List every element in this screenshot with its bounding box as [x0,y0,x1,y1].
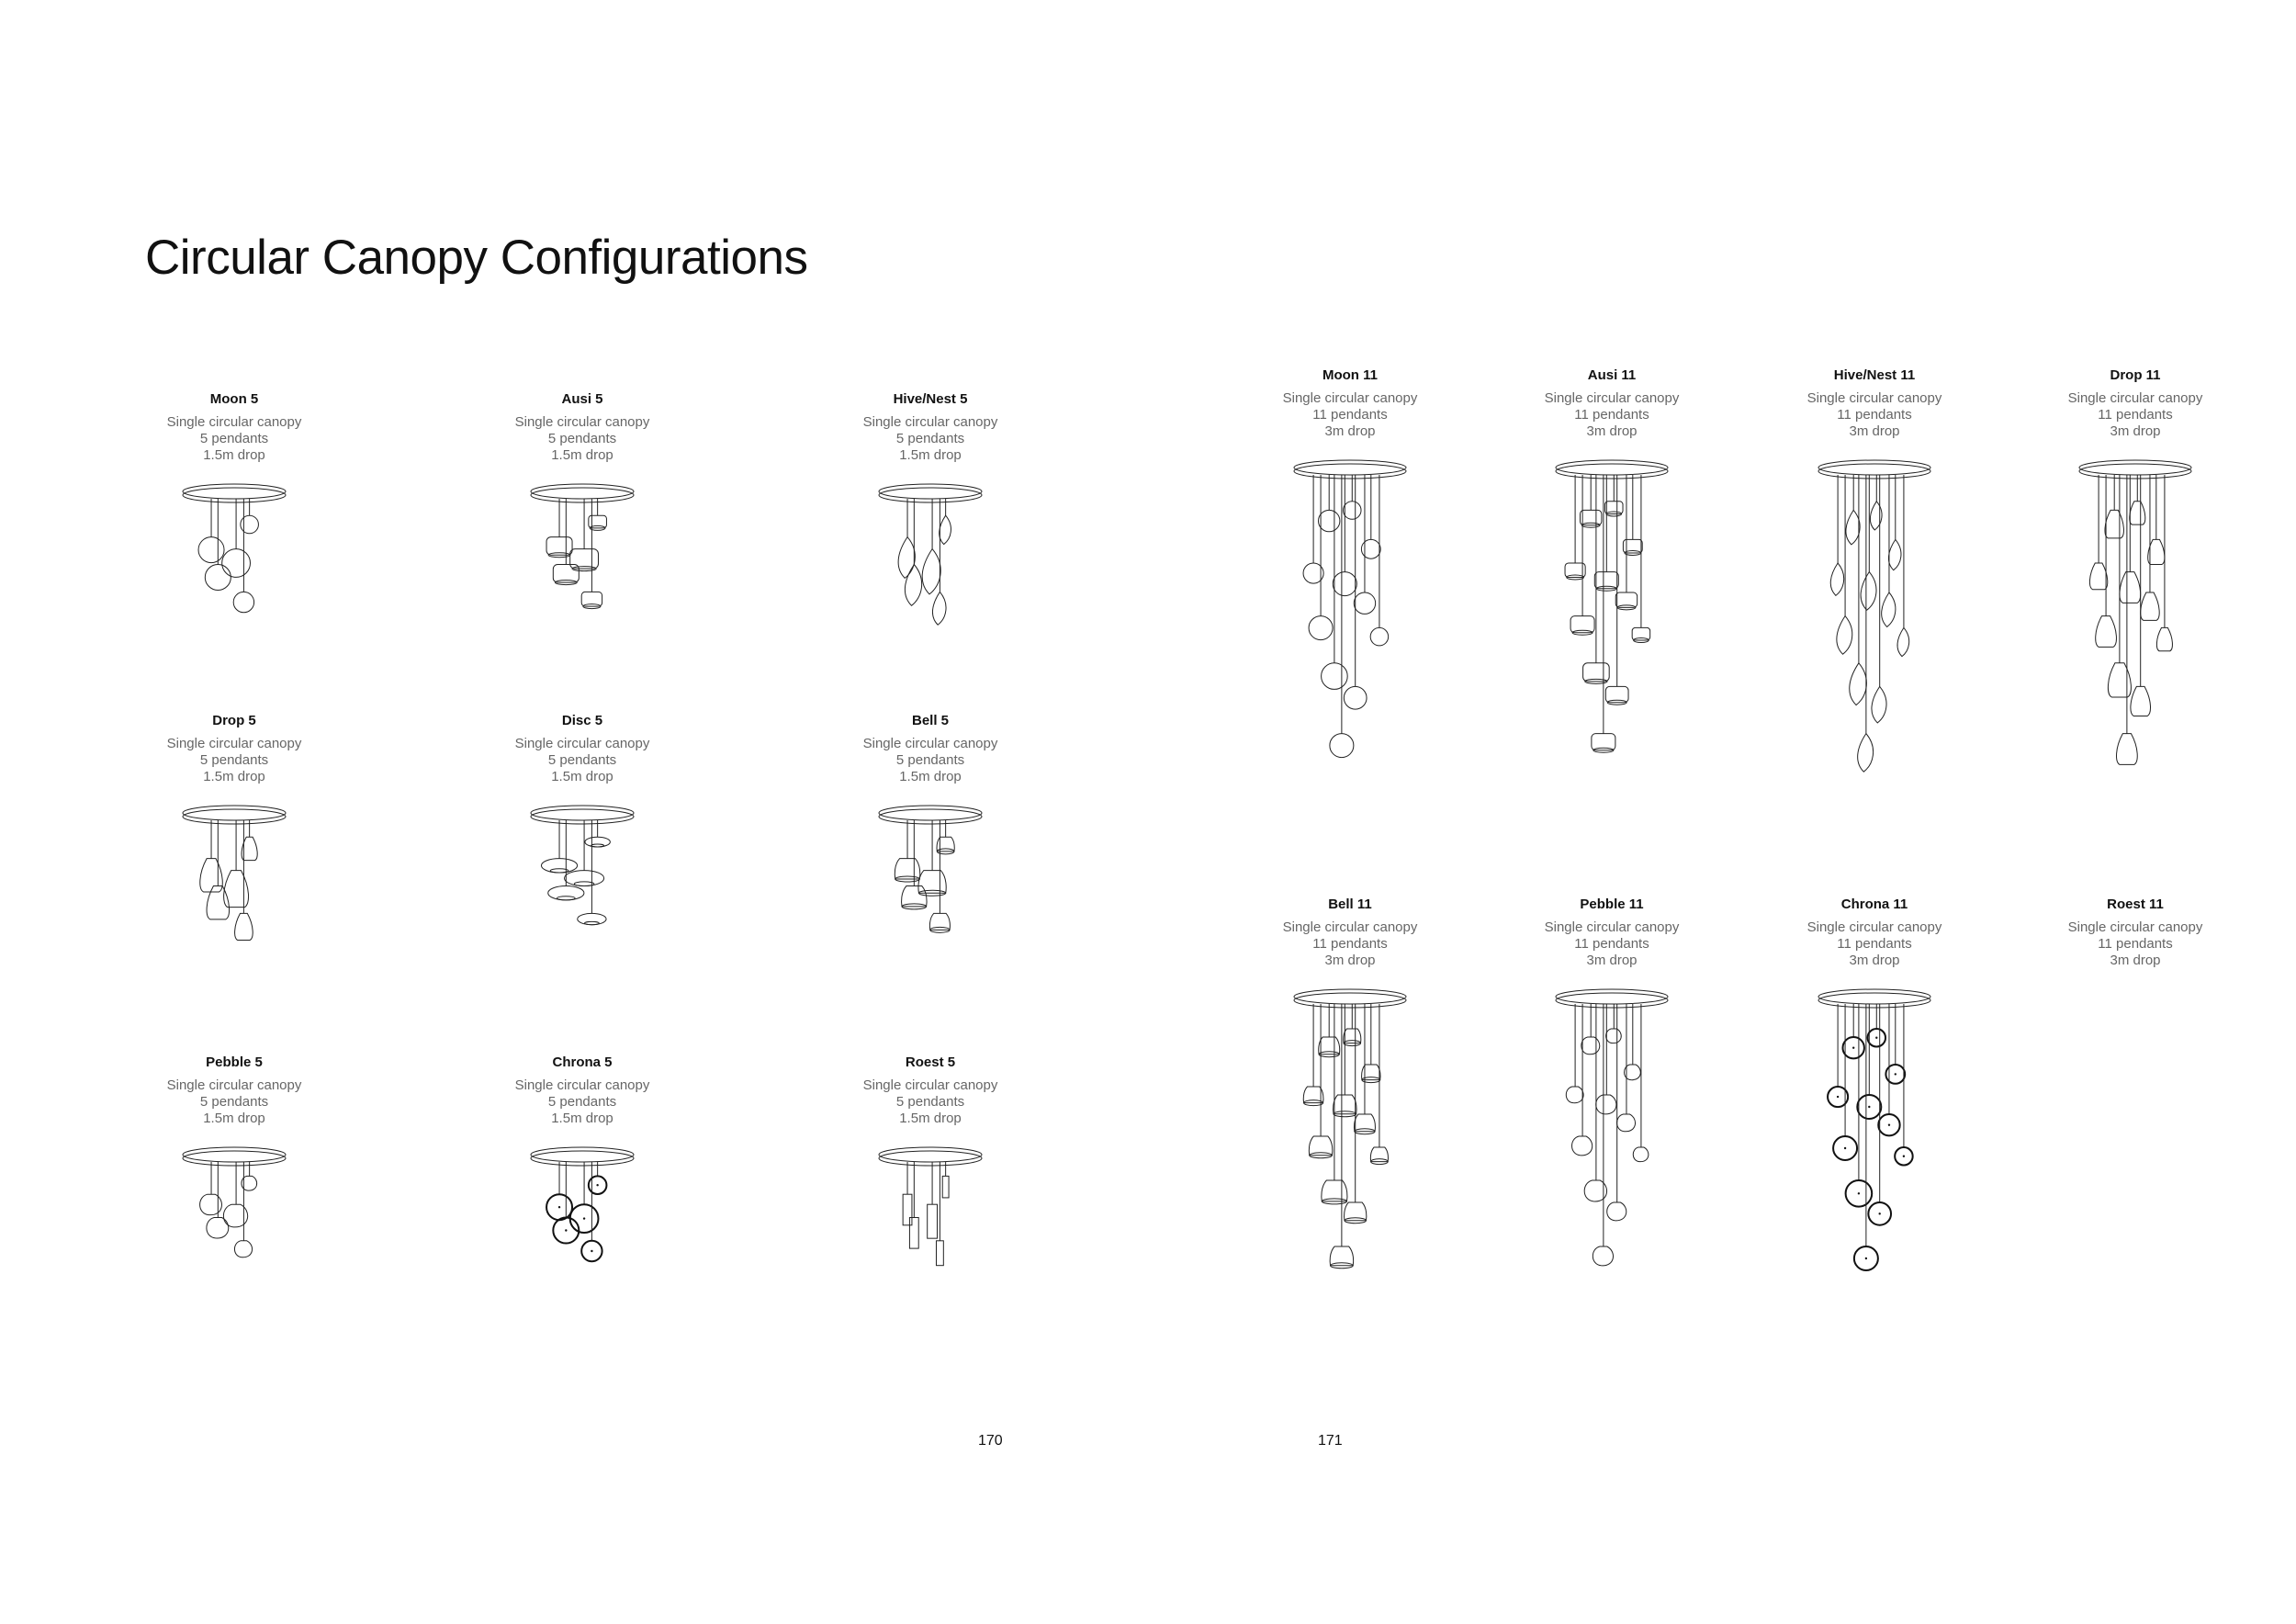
ausi-pendant [1594,572,1618,592]
disc-pendant [578,913,606,924]
drop-pendant [2096,616,2117,648]
roest-illustration [875,1145,985,1311]
config-line1: Single circular canopy [862,736,998,751]
config-line2: 11 pendants [1312,407,1388,423]
bell-pendant [1344,1029,1361,1046]
ausi-pendant [546,537,572,558]
hive-pendant [922,549,940,594]
config-line2: 5 pendants [547,1094,617,1110]
config-line3: 1.5m drop [203,447,265,463]
config-disc-5 [445,712,720,987]
drop-pendant [2131,686,2151,716]
moon-pendant [205,565,231,591]
canopy [531,484,634,499]
page-title: Circular Canopy Configurations [145,231,808,285]
page-number-right: 171 [1318,1433,1343,1449]
ausi-pendant [1615,592,1637,610]
config-line3: 3m drop [2110,953,2161,968]
config-line2: 11 pendants [2098,407,2173,423]
config-name: Chrona 11 [1840,897,1908,912]
config-line1: Single circular canopy [1282,919,1418,935]
drop-pendant [2089,563,2107,590]
config-line2: 11 pendants [1312,936,1388,952]
config-line1: Single circular canopy [1544,919,1680,935]
config-pebble-5 [96,1054,372,1311]
chrona-pendant [1843,1037,1864,1058]
bell-illustration [1290,987,1410,1327]
pebble-illustration [1552,987,1671,1327]
config-description [793,736,1068,785]
roest-pendant [909,1218,918,1249]
canopy [2079,460,2191,475]
config-name: Ausi 11 [1587,367,1637,383]
canopy [1294,989,1406,1004]
drop-pendant [2105,510,2123,537]
config-line2: 5 pendants [199,1094,269,1110]
config-line1: Single circular canopy [862,1077,998,1093]
bell-pendant [918,871,946,897]
bell-pendant [929,913,950,932]
canopy [531,1147,634,1162]
moon-pendant [233,592,253,612]
config-line3: 3m drop [1324,953,1376,968]
chrona-pendant [1878,1114,1899,1135]
page-number-left: 170 [978,1433,1003,1449]
config-line3: 1.5m drop [203,769,265,784]
ausi-pendant [1632,627,1650,642]
hive-pendant [1850,663,1867,705]
config-line1: Single circular canopy [2067,390,2203,406]
config-line2: 5 pendants [547,431,617,446]
moon-pendant [1344,502,1362,520]
canopy [1294,460,1406,475]
config-description [1474,919,1750,969]
config-line3: 3m drop [1849,423,1900,439]
chrona-pendant [1833,1136,1857,1160]
config-bell-11 [1212,896,1488,1327]
config-line2: 11 pendants [2098,936,2173,952]
hive-pendant [1872,686,1886,723]
config-line3: 3m drop [2110,423,2161,439]
config-line3: 3m drop [1586,423,1638,439]
config-name: Moon 11 [1322,367,1378,383]
bell-pendant [1309,1136,1333,1158]
moon-pendant [1370,627,1389,646]
chrona-pendant [1868,1029,1886,1047]
config-description [1212,919,1488,969]
roest-pendant [942,1176,949,1198]
config-description [96,414,372,464]
pebble-pendant [1593,1246,1613,1266]
canopy [183,1147,286,1162]
hive-pendant [1837,616,1852,655]
config-line2: 5 pendants [895,752,965,768]
config-description [445,1077,720,1127]
moon-pendant [198,537,224,563]
canopy [1818,989,1930,1004]
drop-pendant [2108,663,2131,697]
chrona-pendant [1857,1095,1881,1119]
drop-pendant [207,886,229,919]
pebble-pendant [1617,1114,1636,1132]
config-line1: Single circular canopy [166,414,302,430]
disc-illustration [527,804,637,987]
canopy [183,806,286,820]
config-description [96,736,372,785]
moon-pendant [1344,686,1367,709]
config-name: Moon 5 [209,391,259,407]
drop-illustration [2076,458,2195,817]
config-line3: 3m drop [1586,953,1638,968]
config-line3: 1.5m drop [551,447,613,463]
chrona-pendant [570,1204,599,1233]
ausi-illustration [1552,458,1671,817]
moon-pendant [1309,616,1333,640]
ausi-illustration [527,482,637,666]
config-chrona-11 [1737,896,2012,1327]
moon-illustration [1290,458,1410,817]
config-name: Bell 11 [1328,897,1372,912]
config-description [96,1077,372,1127]
hive-pendant [940,515,951,544]
config-line1: Single circular canopy [166,1077,302,1093]
bell-pendant [1334,1095,1357,1117]
pebble-pendant [1581,1037,1600,1054]
config-description [445,736,720,785]
config-line2: 5 pendants [895,431,965,446]
config-line2: 11 pendants [1574,407,1649,423]
config-description [1212,390,1488,440]
hive-pendant [898,537,915,579]
bell-pendant [895,859,919,882]
pebble-illustration [179,1145,289,1311]
chrona-pendant [546,1194,572,1220]
config-line3: 1.5m drop [551,769,613,784]
chrona-pendant [1868,1202,1891,1225]
pebble-pendant [1572,1136,1593,1156]
chrona-pendant [1846,1180,1873,1207]
config-line1: Single circular canopy [2067,919,2203,935]
ausi-pendant [1605,502,1624,516]
canopy [1818,460,1930,475]
ausi-pendant [1581,510,1602,527]
config-name: Pebble 11 [1580,897,1644,912]
canopy [183,484,286,499]
config-line2: 5 pendants [199,431,269,446]
config-line1: Single circular canopy [1806,919,1942,935]
pebble-pendant [1633,1147,1649,1162]
config-line1: Single circular canopy [166,736,302,751]
bell-pendant [1330,1246,1354,1269]
drop-pendant [2130,502,2145,524]
hive-pendant [1897,627,1909,656]
drop-pendant [2141,592,2159,620]
disc-pendant [548,886,584,900]
moon-pendant [1354,592,1375,614]
config-description [1737,390,2012,440]
bell-pendant [1322,1180,1347,1204]
bell-pendant [1319,1037,1340,1057]
config-hive-nest-5 [793,390,1068,666]
config-line2: 11 pendants [1837,936,1912,952]
moon-pendant [1330,734,1354,758]
config-line1: Single circular canopy [514,1077,650,1093]
hive-pendant [1861,572,1876,611]
hive-illustration [875,482,985,666]
config-chrona-5 [445,1054,720,1311]
roest-pendant [903,1194,912,1225]
bell-illustration [875,804,985,987]
moon-pendant [1333,572,1356,596]
canopy [1556,989,1668,1004]
drop-illustration [179,804,289,987]
config-roest-5 [793,1054,1068,1311]
roest-pendant [936,1241,943,1266]
ausi-pendant [1570,616,1594,636]
disc-pendant [585,837,610,847]
canopy [879,484,982,499]
bell-pendant [1354,1114,1375,1134]
bell-pendant [1370,1147,1388,1165]
chrona-pendant [1895,1147,1913,1166]
config-bell-5 [793,712,1068,987]
drop-pendant [235,913,253,940]
config-moon-5 [96,390,372,666]
config-description [793,1077,1068,1127]
config-line3: 3m drop [1324,423,1376,439]
bell-pendant [1345,1202,1367,1224]
ausi-pendant [570,549,599,571]
config-name: Ausi 5 [561,391,603,407]
config-description [1474,390,1750,440]
drop-pendant [200,859,222,892]
moon-pendant [241,515,259,534]
config-name: Disc 5 [561,713,603,728]
config-description [1998,390,2273,440]
hive-pendant [1888,539,1901,570]
config-roest-11 [1998,896,2273,969]
config-line1: Single circular canopy [1544,390,1680,406]
config-name: Bell 5 [911,713,950,728]
config-name: Chrona 5 [552,1054,613,1070]
ausi-pendant [589,515,607,530]
bell-pendant [902,886,927,909]
config-name: Hive/Nest 5 [893,391,968,407]
hive-pendant [1830,563,1843,595]
moon-pendant [1322,663,1348,690]
config-line2: 5 pendants [199,752,269,768]
config-line1: Single circular canopy [514,414,650,430]
config-description [1998,919,2273,969]
config-line2: 5 pendants [895,1094,965,1110]
config-line3: 1.5m drop [899,769,962,784]
config-drop-5 [96,712,372,987]
pebble-pendant [234,1241,252,1257]
hive-pendant [905,565,921,606]
config-line3: 3m drop [1849,953,1900,968]
chrona-pendant [1854,1246,1878,1270]
config-ausi-5 [445,390,720,666]
config-line2: 11 pendants [1837,407,1912,423]
hive-pendant [1858,734,1874,773]
ausi-pendant [1592,734,1615,753]
config-line1: Single circular canopy [862,414,998,430]
config-name: Drop 5 [212,713,256,728]
pebble-pendant [1606,1029,1622,1043]
config-description [445,414,720,464]
config-line3: 1.5m drop [899,1111,962,1126]
config-name: Drop 11 [2110,367,2161,383]
config-drop-11 [1998,367,2273,817]
config-hive-nest-11 [1737,367,2012,817]
chrona-pendant [589,1176,607,1194]
config-pebble-11 [1474,896,1750,1327]
pebble-pendant [200,1194,222,1214]
disc-pendant [541,859,577,873]
pebble-pendant [1596,1095,1616,1114]
config-line1: Single circular canopy [1806,390,1942,406]
hive-illustration [1815,458,1934,817]
config-name: Roest 5 [905,1054,956,1070]
canopy [1556,460,1668,475]
canopy [531,806,634,820]
config-ausi-11 [1474,367,1750,817]
config-line3: 1.5m drop [551,1111,613,1126]
config-name: Pebble 5 [206,1054,263,1070]
drop-pendant [224,871,249,908]
config-description [1737,919,2012,969]
moon-illustration [179,482,289,666]
roest-pendant [928,1204,938,1238]
drop-pendant [2117,734,2138,765]
config-description [793,414,1068,464]
config-name: Hive/Nest 11 [1833,367,1916,383]
chrona-illustration [527,1145,637,1311]
moon-pendant [222,549,251,578]
config-line3: 1.5m drop [203,1111,265,1126]
ausi-pendant [1605,686,1628,705]
config-line2: 5 pendants [547,752,617,768]
config-moon-11 [1212,367,1488,817]
hive-pendant [1846,510,1860,544]
drop-pendant [2156,627,2172,650]
disc-pendant [565,871,604,886]
config-line1: Single circular canopy [514,736,650,751]
chrona-pendant [581,1241,602,1261]
pebble-pendant [1607,1202,1626,1221]
config-line2: 11 pendants [1574,936,1649,952]
moon-pendant [1319,510,1340,531]
ausi-pendant [1583,663,1610,684]
pebble-pendant [1566,1087,1583,1103]
pebble-pendant [207,1218,229,1238]
chrona-illustration [1815,987,1934,1327]
canopy [879,806,982,820]
canopy [879,1147,982,1162]
hive-pendant [932,592,946,625]
config-line3: 1.5m drop [899,447,962,463]
hive-pendant [1882,592,1896,626]
config-name: Roest 11 [2107,897,2164,912]
config-line1: Single circular canopy [1282,390,1418,406]
drop-pendant [2120,572,2141,603]
ausi-pendant [581,592,602,608]
